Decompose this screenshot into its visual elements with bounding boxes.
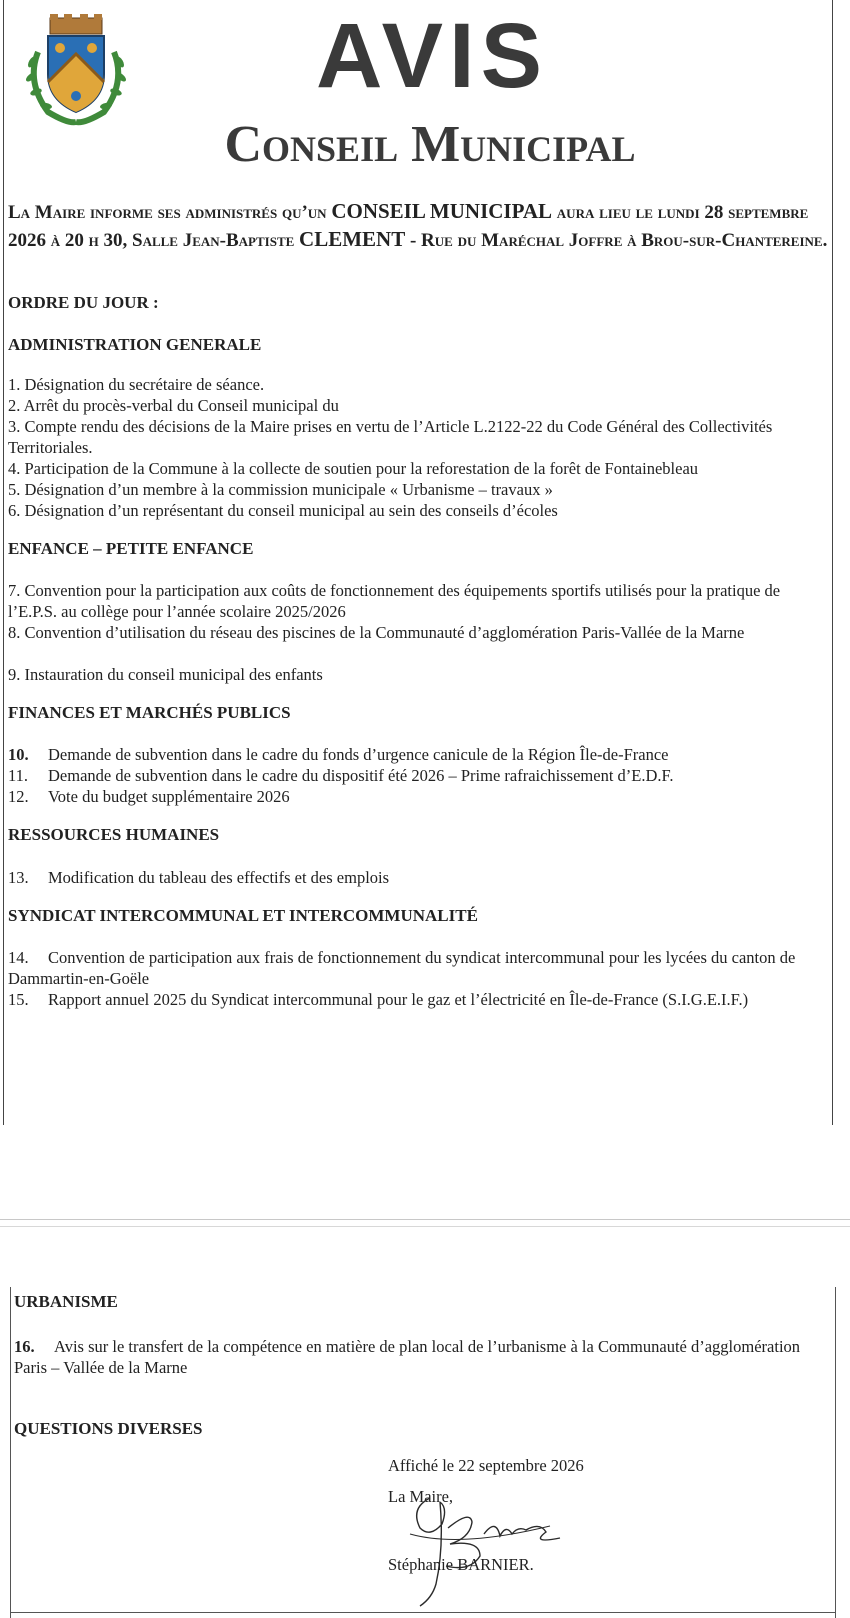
signatory-role: La Maire, [388, 1487, 454, 1506]
agenda-item-16 [14, 1336, 804, 1378]
intro-text-1: La Maire informe ses administrés qu’un [8, 202, 332, 223]
agenda-item-6: 6. Désignation d’un représentant du conseil municipal au sein des conseils d’écoles [8, 501, 558, 520]
agenda-item-13 [8, 867, 828, 888]
agenda-item-1: 1. Désignation du secrétaire de séance. [8, 375, 265, 394]
section-heading-urbanisme: URBANISME [14, 1292, 118, 1311]
notice-title: AVIS [316, 5, 548, 107]
page-separator-line-shadow [0, 1226, 850, 1227]
agenda-item-5: 5. Désignation d’un membre à la commission municipale « Urbanisme – travaux » [8, 480, 553, 499]
agenda-item-13-number: 13. [8, 868, 29, 887]
agenda-item-10-text: Demande de subvention dans le cadre du fonds d’urgence canicule de la Région Île-de-France [48, 745, 669, 764]
agenda-item-14-text: Convention de participation aux frais de fonctionnement du syndicat intercommunal pour les lycées du canton de Dammartin-en-Goële [8, 948, 796, 988]
agenda-item-8: 8. Convention d’utilisation du réseau des piscines de la Communauté d’agglomération Paris-Vallée de la Marne [8, 623, 745, 642]
section-heading-syndicat: SYNDICAT INTERCOMMUNAL ET INTERCOMMUNALITÉ [8, 906, 478, 925]
page-border-left [3, 0, 4, 1125]
agenda-item-4: 4. Participation de la Commune à la collecte de soutien pour la reforestation de la forêt de Fontainebleau [8, 459, 699, 478]
page2-border-bottom [10, 1612, 836, 1613]
section-heading-rh: RESSOURCES HUMAINES [8, 825, 220, 844]
page-separator-line [0, 1219, 850, 1220]
agenda-item-13-text: Modification du tableau des effectifs et des emplois [48, 868, 390, 887]
intro-text-2: aura lieu le lundi 28 septembre 2026 à 20 h 30, Salle Jean-Baptiste [8, 202, 809, 251]
agenda-item-11 [8, 765, 828, 786]
agenda-item-12 [8, 786, 828, 807]
section-heading-enfance: ENFANCE – PETITE ENFANCE [8, 539, 254, 558]
agenda-item-11-number: 11. [8, 766, 29, 785]
intro-highlight-1: CONSEIL MUNICIPAL [331, 199, 553, 223]
page2-border-left [10, 1287, 11, 1618]
intro-highlight-2: CLEMENT [299, 227, 406, 251]
agenda-item-16-number: 16. [14, 1337, 35, 1356]
agenda-item-3: 3. Compte rendu des décisions de la Maire prises en vertu de l’Article L.2122-22 du Code Général des Collectivités Territoriales. [8, 417, 773, 457]
agenda-item-2: 2. Arrêt du procès-verbal du Conseil municipal du [8, 396, 339, 415]
agenda-item-10-number: 10. [8, 745, 29, 764]
notice-subtitle: Conseil Municipal [224, 116, 636, 173]
section-heading-admin: ADMINISTRATION GENERALE [8, 335, 262, 354]
intro-paragraph [8, 198, 834, 254]
municipal-crest-icon [18, 12, 134, 128]
intro-text-3: - Rue du Maréchal Joffre à Brou-sur-Chantereine. [405, 230, 828, 251]
agenda-title: ORDRE DU JOUR : [8, 293, 159, 312]
page-border-right [832, 0, 833, 1125]
handwritten-signature-icon [400, 1488, 570, 1608]
posting-date: Affiché le 22 septembre 2026 [388, 1456, 584, 1475]
section-heading-questions: QUESTIONS DIVERSES [14, 1419, 203, 1438]
agenda-item-7: 7. Convention pour la participation aux coûts de fonctionnement des équipements sportifs utilisés pour la pratique de l’E.P.S. au collège pour l’année scolaire 2025/2026 [8, 581, 781, 621]
agenda-item-15 [8, 989, 828, 1010]
agenda-item-14 [8, 947, 828, 989]
section-heading-finances: FINANCES ET MARCHÉS PUBLICS [8, 703, 291, 722]
agenda-item-10 [8, 744, 828, 765]
agenda-item-16-text: Avis sur le transfert de la compétence en matière de plan local de l’urbanisme à la Communauté d’agglomération Paris – Vallée de la Marne [14, 1337, 801, 1377]
signatory-name: Stéphanie BARNIER. [388, 1555, 534, 1574]
agenda-item-9: 9. Instauration du conseil municipal des enfants [8, 665, 323, 684]
page2-border-right [835, 1287, 836, 1618]
agenda-item-12-number: 12. [8, 787, 29, 806]
agenda-item-15-number: 15. [8, 990, 29, 1009]
agenda-item-14-number: 14. [8, 948, 29, 967]
agenda-item-12-text: Vote du budget supplémentaire 2026 [48, 787, 290, 806]
agenda-item-11-text: Demande de subvention dans le cadre du dispositif été 2026 – Prime rafraichissement d’E.D.F. [48, 766, 674, 785]
agenda-item-15-text: Rapport annuel 2025 du Syndicat intercommunal pour le gaz et l’électricité en Île-de-France (S.I.G.E.I.F.) [48, 990, 749, 1009]
